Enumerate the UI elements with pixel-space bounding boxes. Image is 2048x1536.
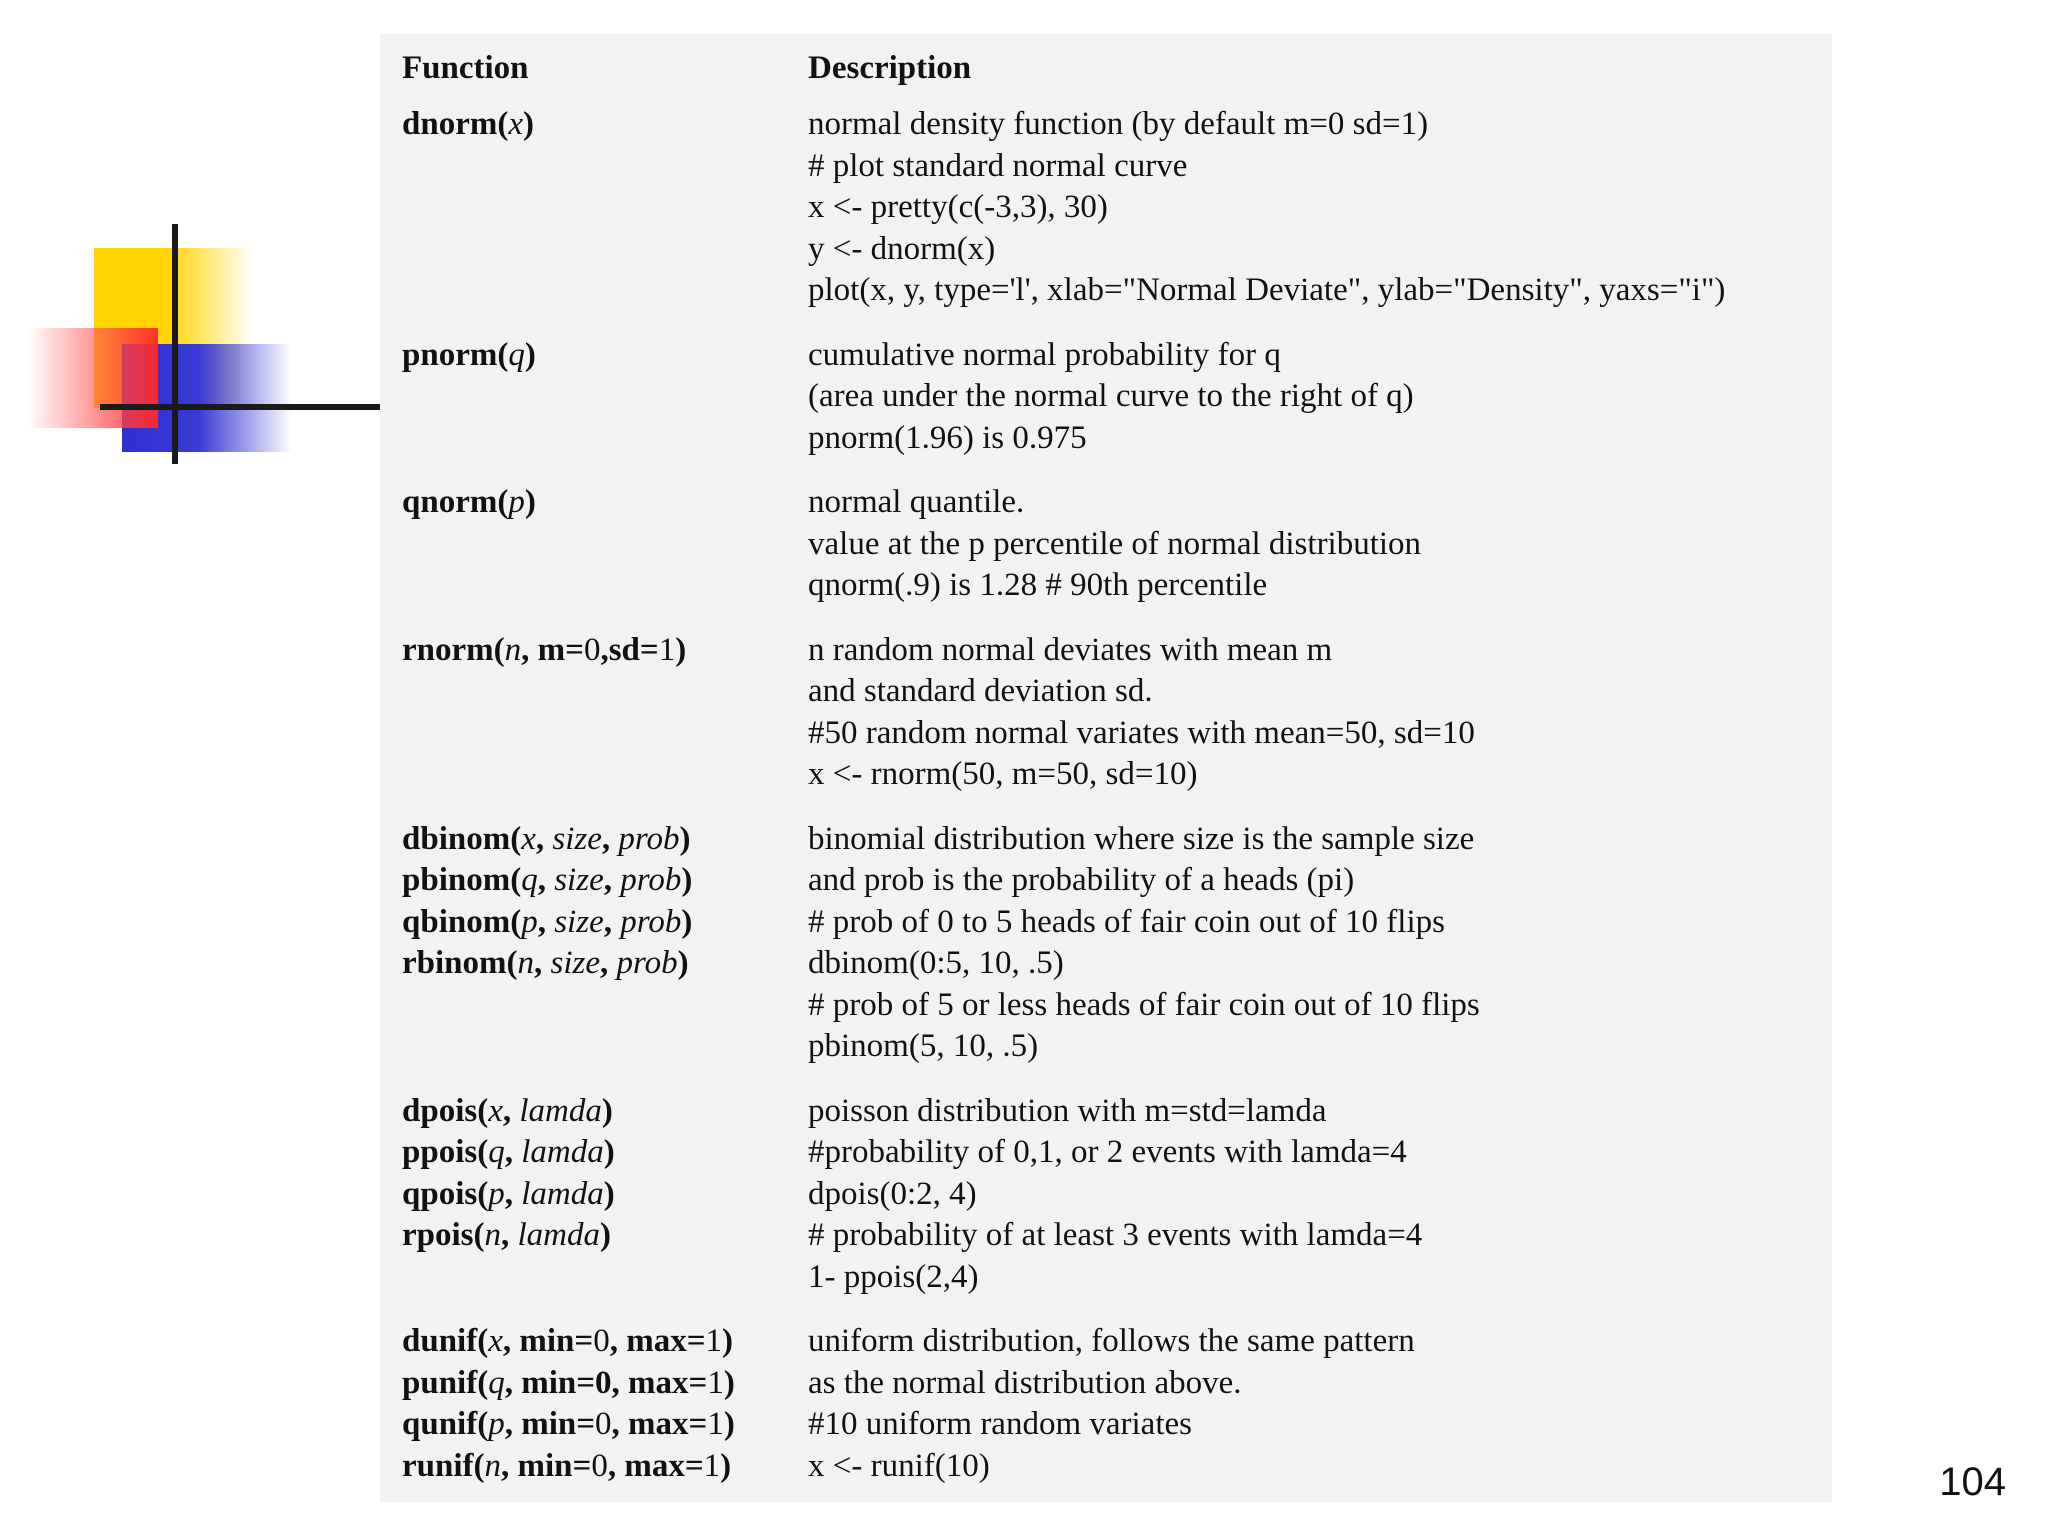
argument: lamda	[521, 1134, 604, 1170]
function-table	[380, 34, 1832, 1502]
function-token: ,	[501, 1217, 518, 1253]
function-signature	[402, 1446, 808, 1488]
default-value: 1	[707, 1364, 724, 1401]
function-token: )	[603, 1134, 615, 1170]
function-token: ,	[601, 820, 619, 857]
function-token: runif(	[402, 1447, 485, 1484]
function-token: )	[675, 631, 687, 668]
argument: lamda	[519, 1092, 602, 1129]
argument: n	[484, 1217, 501, 1253]
function-token: , max=	[607, 1447, 704, 1484]
function-token: ,	[535, 820, 553, 857]
description-cell	[808, 819, 1810, 1068]
argument: q	[488, 1364, 505, 1401]
function-signature	[402, 1404, 808, 1446]
function-token: rpois(	[402, 1217, 485, 1253]
header-description: Description	[808, 50, 972, 86]
function-token: , max=	[611, 1406, 708, 1442]
function-token: ,sd=	[600, 631, 659, 668]
function-token: , min=	[502, 1323, 594, 1359]
function-token: qbinom(	[402, 903, 522, 940]
function-signature	[402, 1174, 808, 1216]
default-value: 1	[658, 631, 676, 668]
table-row	[402, 335, 1810, 460]
function-cell	[402, 335, 808, 460]
argument: n	[517, 945, 534, 981]
description-cell	[808, 104, 1810, 312]
argument: x	[508, 106, 523, 142]
function-token: punif(	[402, 1364, 489, 1401]
function-cell	[402, 1091, 808, 1299]
function-signature	[402, 482, 808, 524]
description-line: normal density function (by default m=0 sd=1)	[808, 106, 1429, 142]
function-token: pnorm(	[402, 336, 509, 373]
argument: prob	[616, 945, 678, 981]
function-token: ,	[603, 903, 621, 940]
default-value: 1	[707, 1406, 724, 1442]
description-line: value at the p percentile of normal distribution	[808, 525, 1422, 562]
function-token: ,	[502, 1092, 520, 1129]
function-token: ,	[504, 1134, 522, 1170]
function-token: )	[603, 1175, 615, 1212]
slide-decoration	[0, 0, 400, 480]
argument: size	[554, 862, 604, 898]
function-token: ,	[537, 903, 555, 940]
function-token: dunif(	[402, 1323, 489, 1359]
argument: prob	[618, 820, 680, 857]
description-line: # probability of at least 3 events with lamda=4	[808, 1217, 1423, 1253]
function-token: )	[723, 1406, 735, 1442]
function-signature	[402, 902, 808, 944]
description-line: dpois(0:2, 4)	[808, 1175, 977, 1212]
argument: x	[521, 820, 536, 857]
function-token: pbinom(	[402, 862, 522, 898]
function-cell	[402, 630, 808, 796]
function-token: ppois(	[402, 1134, 489, 1170]
table-row	[402, 1321, 1810, 1487]
function-signature	[402, 335, 808, 377]
description-line: (area under the normal curve to the right of q)	[808, 378, 1414, 414]
description-line: n random normal deviates with mean m	[808, 631, 1333, 668]
description-line: # prob of 0 to 5 heads of fair coin out of 10 flips	[808, 903, 1445, 940]
argument: q	[508, 336, 525, 373]
description-line: 1- ppois(2,4)	[808, 1258, 979, 1295]
description-line: as the normal distribution above.	[808, 1364, 1242, 1401]
function-signature	[402, 819, 808, 861]
function-signature	[402, 1321, 808, 1363]
description-cell	[808, 630, 1810, 796]
description-line: normal quantile.	[808, 484, 1025, 520]
table-row	[402, 630, 1810, 796]
function-token: )	[677, 945, 689, 981]
function-token: ,	[534, 945, 551, 981]
function-signature	[402, 1091, 808, 1133]
description-line: and prob is the probability of a heads (pi)	[808, 862, 1355, 898]
description-line: y <- dnorm(x)	[808, 230, 996, 267]
description-line: and standard deviation sd.	[808, 673, 1153, 709]
function-signature	[402, 943, 808, 985]
table-row	[402, 819, 1810, 1068]
function-token: rnorm(	[402, 631, 505, 668]
function-token: )	[681, 903, 693, 940]
description-line: poisson distribution with m=std=lamda	[808, 1092, 1327, 1129]
description-line: x <- pretty(c(-3,3), 30)	[808, 189, 1108, 225]
argument: size	[554, 903, 604, 940]
function-cell	[402, 819, 808, 1068]
function-token: dpois(	[402, 1092, 489, 1129]
red-square-decoration	[28, 328, 158, 428]
function-token: qpois(	[402, 1175, 489, 1212]
function-token: , m=	[521, 631, 584, 668]
table-row	[402, 1091, 1810, 1299]
argument: lamda	[517, 1217, 600, 1253]
description-line: dbinom(0:5, 10, .5)	[808, 945, 1064, 981]
argument: size	[550, 945, 600, 981]
description-line: #10 uniform random variates	[808, 1406, 1192, 1442]
function-token: qunif(	[402, 1406, 489, 1442]
function-token: qnorm(	[402, 484, 509, 520]
description-line: #50 random normal variates with mean=50, sd=10	[808, 714, 1475, 751]
argument: p	[488, 1406, 505, 1442]
description-line: uniform distribution, follows the same pattern	[808, 1323, 1415, 1359]
default-value: 0	[595, 1406, 612, 1442]
function-signature	[402, 1363, 808, 1405]
function-token: dnorm(	[402, 106, 509, 142]
description-line: binomial distribution where size is the sample size	[808, 820, 1475, 857]
horizontal-line-decoration	[100, 404, 382, 410]
function-signature	[402, 860, 808, 902]
function-token: )	[681, 862, 693, 898]
argument: prob	[620, 903, 682, 940]
description-line: qnorm(.9) is 1.28 # 90th percentile	[808, 567, 1268, 603]
function-cell	[402, 104, 808, 312]
function-token: )	[679, 820, 691, 857]
function-signature	[402, 104, 808, 146]
argument: q	[488, 1134, 505, 1170]
function-token: )	[601, 1092, 613, 1129]
function-cell	[402, 482, 808, 607]
function-signature	[402, 630, 808, 672]
function-cell	[402, 1321, 808, 1487]
function-token: )	[524, 336, 536, 373]
argument: prob	[620, 862, 682, 898]
page-number: 104	[1939, 1460, 2006, 1504]
description-line: pnorm(1.96) is 0.975	[808, 419, 1087, 456]
function-signature	[402, 1132, 808, 1174]
function-token: dbinom(	[402, 820, 522, 857]
argument: p	[508, 484, 525, 520]
function-token: , min=	[501, 1447, 592, 1484]
table-header	[402, 46, 1810, 90]
argument: x	[488, 1092, 503, 1129]
function-token: )	[523, 106, 534, 142]
argument: lamda	[521, 1175, 604, 1212]
description-line: x <- runif(10)	[808, 1447, 990, 1484]
default-value: 0	[591, 1447, 608, 1484]
function-token: )	[723, 1364, 735, 1401]
default-value: 0	[583, 631, 601, 668]
function-token: rbinom(	[402, 945, 518, 981]
function-token: ,	[600, 945, 617, 981]
table-row	[402, 104, 1810, 312]
argument: x	[488, 1323, 503, 1359]
function-token: )	[720, 1447, 732, 1484]
description-line: plot(x, y, type='l', xlab="Normal Deviate", ylab="Density", yaxs="i")	[808, 272, 1726, 308]
argument: p	[488, 1175, 505, 1212]
vertical-line-decoration	[172, 224, 178, 464]
function-token: )	[722, 1323, 733, 1359]
description-line: #probability of 0,1, or 2 events with lamda=4	[808, 1134, 1407, 1170]
table-row	[402, 482, 1810, 607]
description-cell	[808, 1321, 1810, 1487]
argument: size	[552, 820, 602, 857]
function-token: , max=	[609, 1323, 706, 1359]
description-line: x <- rnorm(50, m=50, sd=10)	[808, 756, 1198, 792]
argument: q	[521, 862, 538, 898]
function-token: )	[524, 484, 536, 520]
table-body	[402, 104, 1810, 1487]
function-token: ,	[603, 862, 621, 898]
default-value: 0	[593, 1323, 610, 1359]
description-line: pbinom(5, 10, .5)	[808, 1028, 1039, 1064]
description-cell	[808, 1091, 1810, 1299]
argument: n	[484, 1447, 501, 1484]
function-token: ,	[504, 1175, 522, 1212]
description-line: # prob of 5 or less heads of fair coin out of 10 flips	[808, 986, 1480, 1023]
function-token: , min=	[504, 1406, 596, 1442]
description-line: # plot standard normal curve	[808, 147, 1188, 184]
function-token: , min=0, max=	[504, 1364, 708, 1401]
description-line: cumulative normal probability for q	[808, 336, 1281, 373]
description-cell	[808, 335, 1810, 460]
default-value: 1	[705, 1323, 722, 1359]
header-function: Function	[402, 50, 529, 86]
description-cell	[808, 482, 1810, 607]
function-token: ,	[537, 862, 555, 898]
argument: p	[521, 903, 538, 940]
function-token: )	[600, 1217, 611, 1253]
default-value: 1	[703, 1447, 721, 1484]
function-signature	[402, 1215, 808, 1257]
argument: n	[504, 631, 522, 668]
